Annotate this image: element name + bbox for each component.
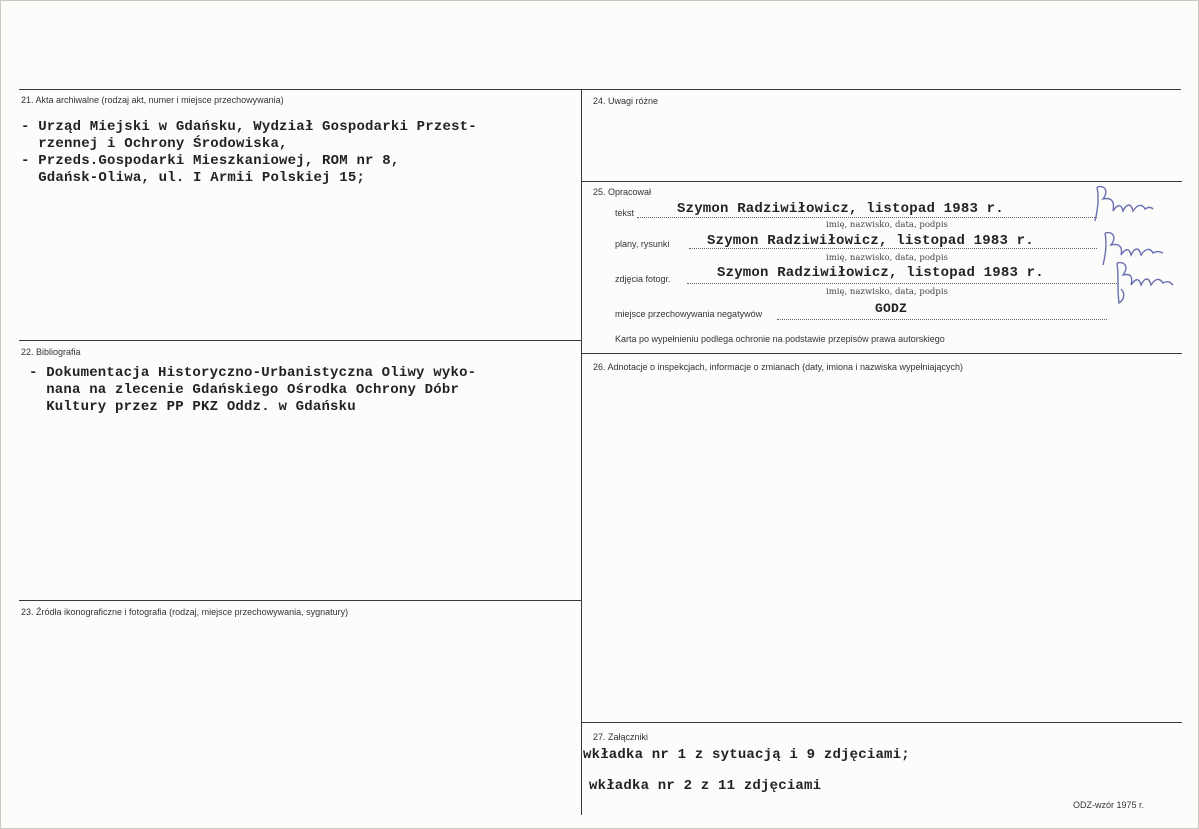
archive-line-4: Gdańsk-Oliwa, ul. I Armii Polskiej 15; xyxy=(21,170,366,186)
section-23-label: 23. Źródła ikonograficzne i fotografia (rodzaj, miejsce przechowywania, sygnatury) xyxy=(21,607,349,617)
section-26-label: 26. Adnotacje o inspekcjach, informacje o zmianach (daty, imiona i nazwiska wypełniających) xyxy=(593,362,964,372)
bibliography-line-1: - Dokumentacja Historyczno-Urbanistyczna Oliwy wyko- xyxy=(29,365,477,381)
attachment-line-1: wkładka nr 1 z sytuacją i 9 zdjęciami; xyxy=(583,747,910,763)
plany-caption: imię, nazwisko, data, podpis xyxy=(826,253,948,263)
rule-27-top xyxy=(582,722,1182,723)
archive-line-3: - Przeds.Gospodarki Mieszkaniowej, ROM nr 8, xyxy=(21,153,400,169)
plany-value: Szymon Radziwiłowicz, listopad 1983 r. xyxy=(707,233,1034,249)
copyright-note: Karta po wypełnieniu podlega ochronie na podstawie przepisów prawa autorskiego xyxy=(615,334,945,344)
plany-label: plany, rysunki xyxy=(615,239,670,249)
rule-22-top xyxy=(19,340,581,341)
section-22-label: 22. Bibliografia xyxy=(21,347,81,357)
section-27-label: 27. Załączniki xyxy=(593,732,649,742)
top-rule xyxy=(19,89,1181,90)
tekst-value: Szymon Radziwiłowicz, listopad 1983 r. xyxy=(677,201,1004,217)
signature-3 xyxy=(1107,259,1177,309)
section-25-label: 25. Opracował xyxy=(593,187,652,197)
rule-23-top xyxy=(19,600,581,601)
tekst-dotted-line xyxy=(637,217,1097,218)
signature-1 xyxy=(1087,181,1157,229)
zdjecia-dotted-line xyxy=(687,283,1117,284)
bibliography-line-2: nana na zlecenie Gdańskiego Ośrodka Ochrony Dóbr xyxy=(29,382,460,398)
tekst-caption: imię, nazwisko, data, podpis xyxy=(826,220,948,230)
attachment-line-2: wkładka nr 2 z 11 zdjęciami xyxy=(589,778,822,794)
archive-line-1: - Urząd Miejski w Gdańsku, Wydział Gospodarki Przest- xyxy=(21,119,477,135)
negatywy-dotted-line xyxy=(777,319,1107,320)
zdjecia-caption: imię, nazwisko, data, podpis xyxy=(826,287,948,297)
archive-line-2: rzennej i Ochrony Środowiska, xyxy=(21,136,288,152)
zdjecia-label: zdjęcia fotogr. xyxy=(615,274,671,284)
vertical-divider xyxy=(581,89,582,815)
rule-26-top xyxy=(582,353,1182,354)
bibliography-line-3: Kultury przez PP PKZ Oddz. w Gdańsku xyxy=(29,399,356,415)
form-template-id: ODZ-wzór 1975 r. xyxy=(1073,800,1145,810)
section-21-label: 21. Akta archiwalne (rodzaj akt, numer i miejsce przechowywania) xyxy=(21,95,284,105)
negatywy-value: GODZ xyxy=(875,301,908,316)
section-24-label: 24. Uwagi różne xyxy=(593,96,659,106)
negatywy-label: miejsce przechowywania negatywów xyxy=(615,309,763,319)
tekst-label: tekst xyxy=(615,208,635,218)
zdjecia-value: Szymon Radziwiłowicz, listopad 1983 r. xyxy=(717,265,1044,281)
